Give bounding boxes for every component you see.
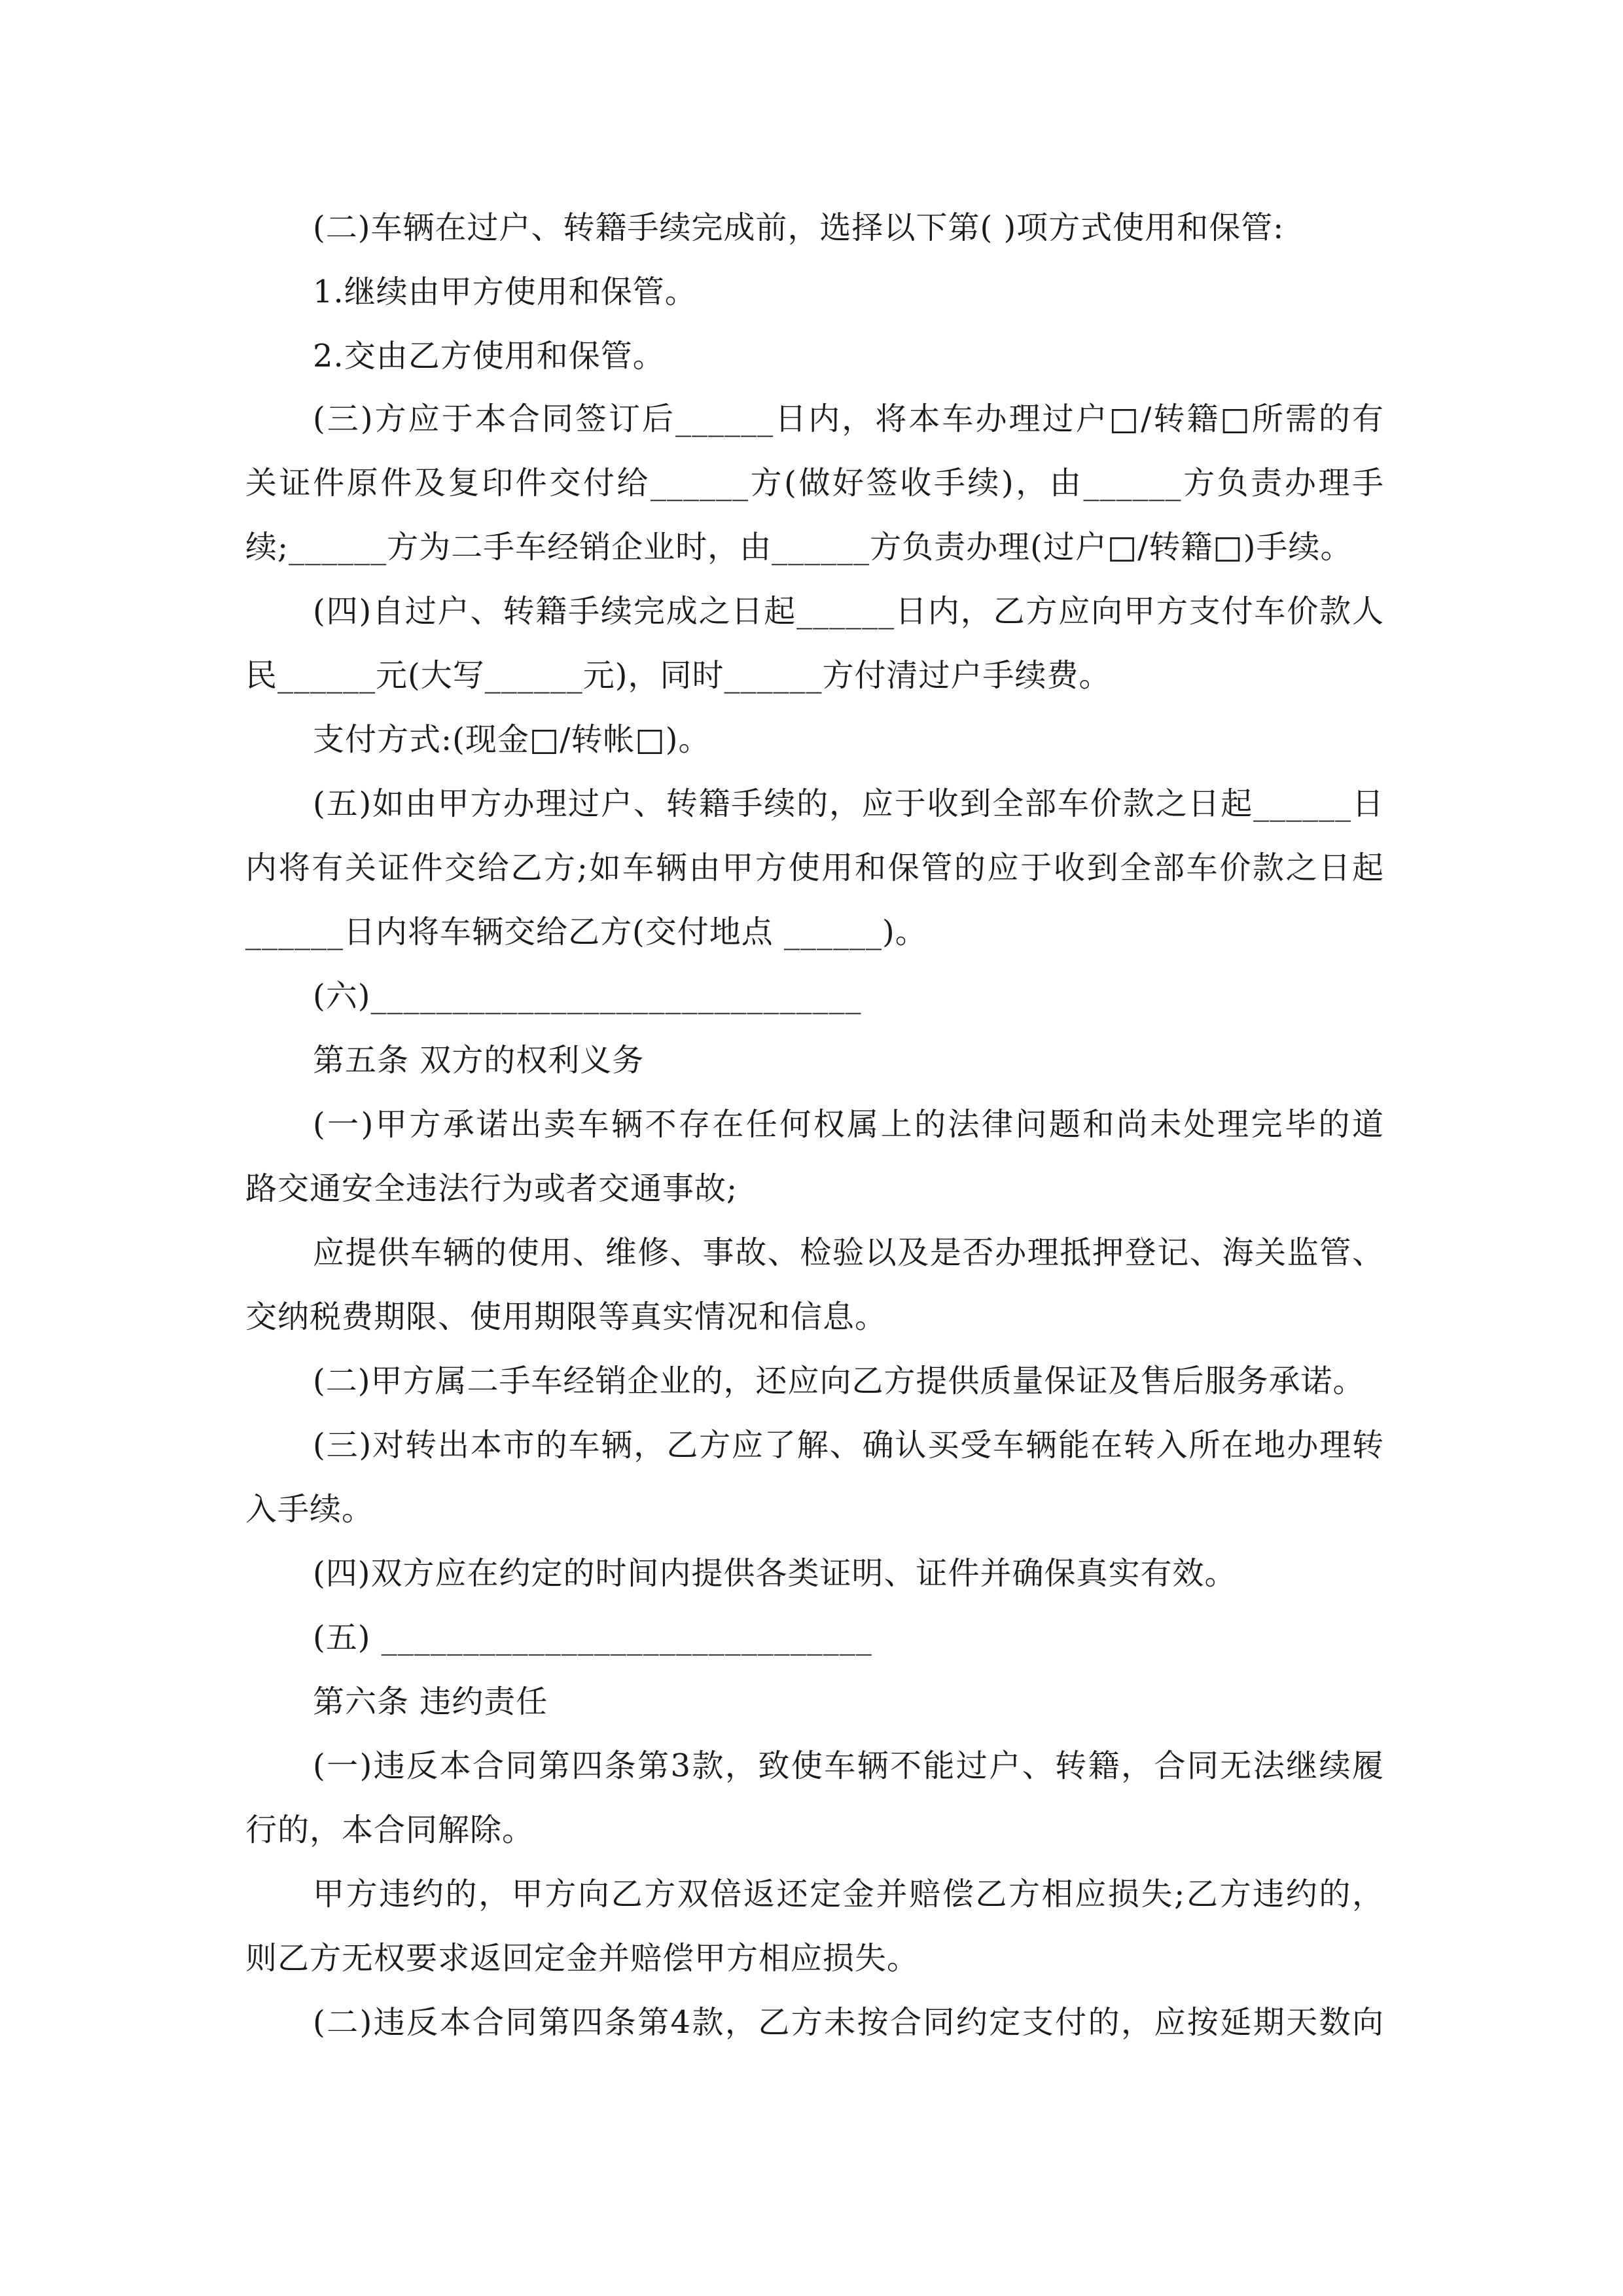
clause-5-5-line: (五) ______________________________ [313, 1619, 872, 1656]
clause-5-1-line-2: 路交通安全违法行为或者交通事故; [245, 1170, 738, 1207]
clause-4-2-option-1: 1.继续由甲方使用和保管。 [313, 274, 697, 310]
clause-4-6-line: (六)______________________________ [313, 978, 862, 1014]
article-5-heading: 第五条 双方的权利义务 [313, 1042, 645, 1079]
clause-4-3-line-1: (三)方应于本合同签订后______日内，将本车办理过户□/转籍□所需的有 [313, 401, 1384, 437]
clause-6-2-line-1: (二)违反本合同第四条第4款，乙方未按合同约定支付的，应按延期天数向 [313, 2004, 1384, 2041]
clause-6-1-line-1: (一)违反本合同第四条第3款，致使车辆不能过户、转籍，合同无法继续履 [313, 1748, 1384, 1784]
clause-4-3-line-3: 续;______方为二手车经销企业时，由______方负责办理(过户□/转籍□)手续。 [245, 529, 1353, 565]
clause-5-1-line-3: 应提供车辆的使用、维修、事故、检验以及是否办理抵押登记、海关监管、 [313, 1234, 1384, 1271]
clause-6-1-line-3: 甲方违约的，甲方向乙方双倍返还定金并赔偿乙方相应损失;乙方违约的， [313, 1876, 1384, 1912]
clause-5-3-line-2: 入手续。 [245, 1491, 374, 1528]
clause-4-5-line-2: 内将有关证件交给乙方;如车辆由甲方使用和保管的应于收到全部车价款之日起 [245, 850, 1384, 886]
clause-4-2-option-2: 2.交由乙方使用和保管。 [313, 338, 665, 374]
clause-4-5-line-3: ______日内将车辆交给乙方(交付地点 ______)。 [245, 914, 927, 950]
article-6-heading: 第六条 违约责任 [313, 1683, 548, 1720]
clause-5-2-line: (二)甲方属二手车经销企业的，还应向乙方提供质量保证及售后服务承诺。 [313, 1363, 1365, 1399]
clause-6-1-line-2: 行的，本合同解除。 [245, 1812, 535, 1848]
clause-5-1-line-4: 交纳税费期限、使用期限等真实情况和信息。 [245, 1299, 887, 1335]
clause-6-1-line-4: 则乙方无权要求返回定金并赔偿甲方相应损失。 [245, 1940, 919, 1977]
clause-4-3-line-2: 关证件原件及复印件交付给______方(做好签收手续)，由______方负责办理手 [245, 465, 1384, 501]
payment-method-line: 支付方式:(现金□/转帐□)。 [313, 721, 711, 758]
clause-4-4-line-2: 民______元(大写______元)，同时______方付清过户手续费。 [245, 657, 1111, 694]
clause-5-4-line: (四)双方应在约定的时间内提供各类证明、证件并确保真实有效。 [313, 1555, 1237, 1592]
clause-4-5-line-1: (五)如由甲方办理过户、转籍手续的，应于收到全部车价款之日起______日 [313, 785, 1384, 822]
clause-5-1-line-1: (一)甲方承诺出卖车辆不存在任何权属上的法律问题和尚未处理完毕的道 [313, 1106, 1384, 1143]
clause-4-4-line-1: (四)自过户、转籍手续完成之日起______日内，乙方应向甲方支付车价款人 [313, 593, 1384, 630]
clause-5-3-line-1: (三)对转出本市的车辆，乙方应了解、确认买受车辆能在转入所在地办理转 [313, 1427, 1384, 1463]
clause-4-2-line-1: (二)车辆在过户、转籍手续完成前，选择以下第( )项方式使用和保管: [313, 209, 1285, 246]
